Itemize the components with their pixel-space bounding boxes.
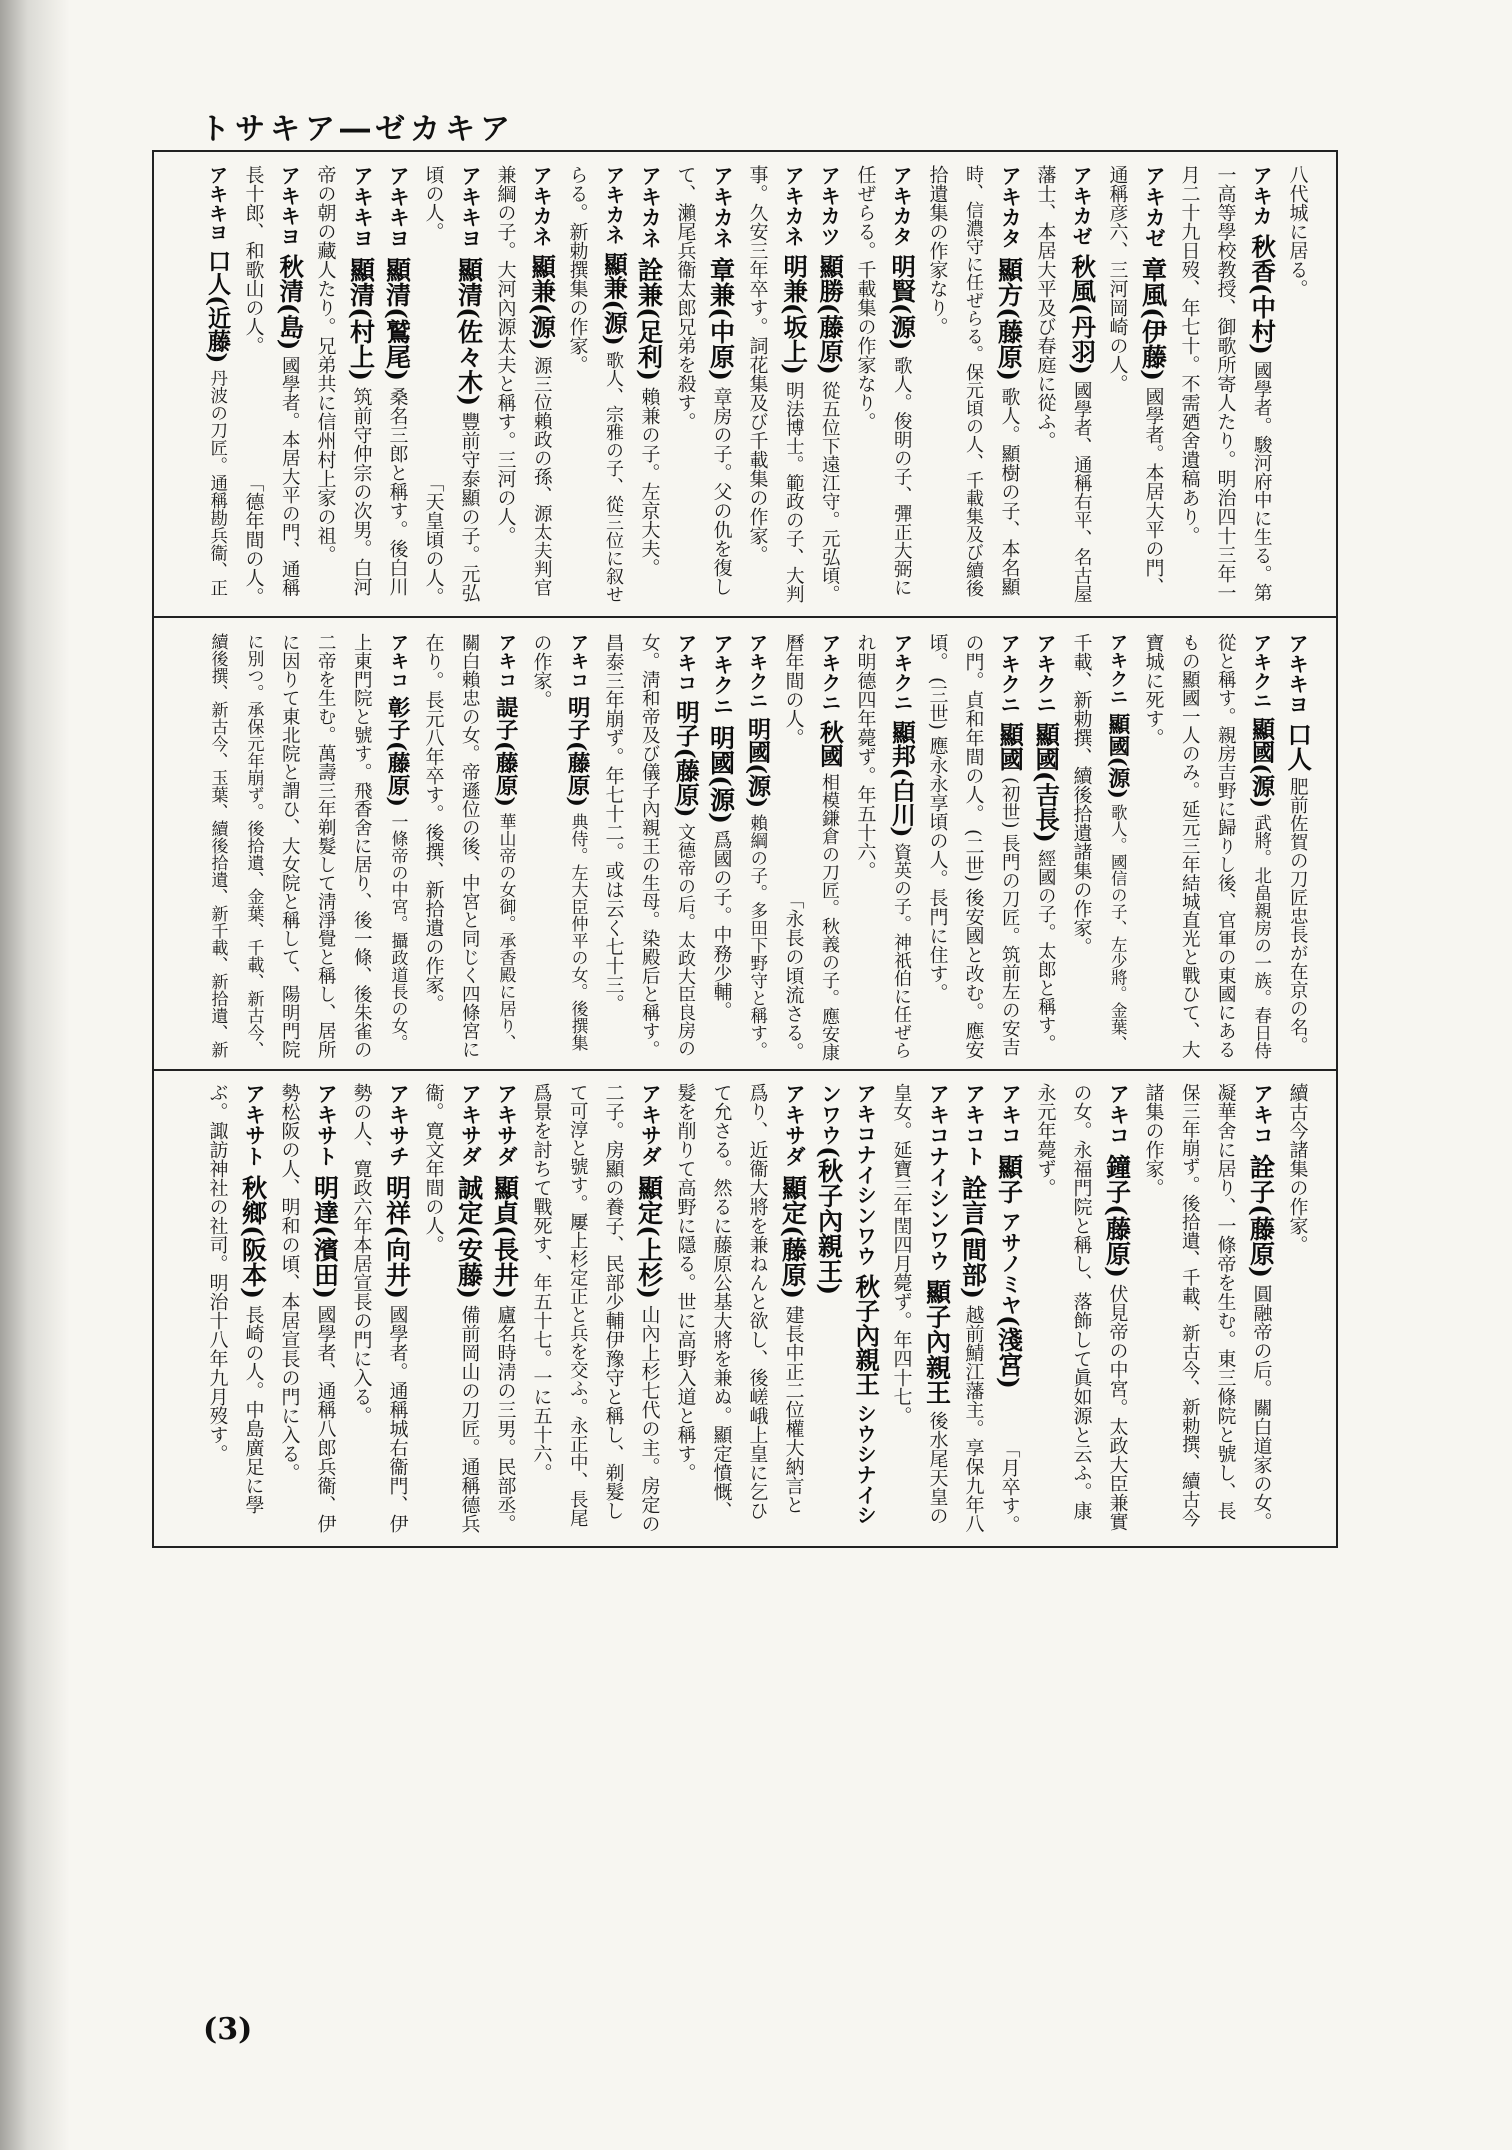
entry-reading: アキコナイシンワウ — [925, 1083, 950, 1272]
entry-text: 典侍。左大臣仲平の女。後撰集 — [567, 812, 588, 1051]
entry-text: の門。貞和年間の人。 (二世) 後安國と改む。應安 — [962, 633, 985, 1059]
entry-name: 口人 — [1283, 722, 1313, 772]
entry-text: て允さる。然るに藤原公基大將を兼ぬ。顯定憤慨、 — [710, 1083, 733, 1520]
entry-text: 藩士、本居大平及び春庭に從ふ。 — [1034, 165, 1057, 450]
entry-reading: アキカタ — [889, 165, 914, 247]
entry-text: 爲景を討ちて戰死す、年五十七。一に五十六。 — [530, 1083, 553, 1482]
text-column — [811, 633, 847, 1061]
entry-section-bottom — [154, 1069, 1336, 1546]
entry-text: 從と稱す。親房吉野に歸りし後、官軍の東國にある — [1215, 633, 1237, 1059]
entry-text: 凝華舍に居り、一條帝を生む。東三條院と號し、長 — [1214, 1083, 1237, 1520]
entry-text: 源三位賴政の孫、源太夫判官 — [531, 356, 553, 597]
text-column — [919, 165, 955, 606]
page-edge-shadow — [0, 0, 70, 2150]
entry-text: らる。新勅撰集の作家。 — [566, 165, 589, 374]
entry-name: 彰子(藤原) — [384, 696, 411, 808]
entry-text: 明法博士。範政の子、大判 — [783, 380, 805, 603]
entry-reading: アキカゼ — [1141, 165, 1166, 249]
entry-name: 明國(源) — [706, 724, 737, 824]
page-frame — [152, 150, 1338, 1548]
entry-text: 從五位下遠江守。元弘頃。 — [819, 380, 841, 603]
entry-text: 帝の朝の藏人たり。兄弟共に信州村上家の祖。 — [314, 165, 337, 564]
entry-text: の作家。 — [530, 633, 553, 709]
text-column — [271, 633, 307, 1061]
entry-reading: アキカゼ — [1069, 165, 1094, 247]
entry-text: 廬名時淸の三男。民部丞。 — [494, 1304, 517, 1533]
entry-text: 備前岡山の刀匠。通稱德兵 — [458, 1304, 481, 1533]
text-column — [307, 1083, 343, 1534]
entry-name: 顯清(佐々木) — [454, 256, 485, 406]
text-column — [775, 165, 811, 606]
entry-text: 一高等學校教授、御歌所寄人たり。明治四十三年一 — [1214, 165, 1237, 602]
entry-reading: アキコ — [495, 633, 517, 690]
entry-text: 國學者。通稱城右衞門、伊 — [386, 1304, 409, 1533]
text-column — [1279, 165, 1315, 606]
entry-reading: アキサト — [241, 1083, 266, 1167]
entry-text: 永元年薨ず。 — [1034, 1083, 1057, 1197]
text-column — [595, 1083, 631, 1534]
text-column — [703, 633, 739, 1061]
entry-name: 口人(近藤) — [203, 249, 231, 364]
entry-name: 顯兼(源) — [599, 251, 628, 346]
text-column — [1099, 1083, 1135, 1534]
text-column — [559, 1083, 595, 1534]
entry-text: 衞。寛文年間の人。 — [422, 1083, 445, 1254]
entry-reading: アキカネ — [601, 165, 625, 245]
entry-text: 武將。北畠親房の一族。春日侍 — [1251, 814, 1272, 1060]
continuation-text: 「天皇頃の人。 — [422, 473, 445, 606]
entry-text: 通稱彦六、三河岡崎の人。 — [1106, 165, 1129, 393]
text-column — [667, 633, 703, 1061]
entry-text: 資英の子。神祇伯に任ぜら — [891, 843, 912, 1060]
text-column — [1243, 165, 1279, 606]
entry-name: 顯清(鷲尾) — [382, 256, 413, 381]
entry-text: 賴兼の子。左京大夫。 — [638, 386, 661, 577]
entry-text: 皇女。延寶三年閏四月薨ず。年四十七。 — [890, 1083, 913, 1425]
entry-name: 明達(濱田) — [310, 1174, 341, 1299]
entry-reading: アキクニ — [709, 633, 734, 717]
text-column — [1279, 633, 1315, 1061]
entry-name: 顯國(吉長) — [1031, 722, 1061, 843]
entry-text: 二子。房顯の養子、民部少輔伊豫守と稱し、剃髮し — [602, 1083, 625, 1520]
entry-reading: アキコ — [1105, 1083, 1130, 1146]
entry-text: 女。淸和帝及び儀子內親王の生母。染殿后と稱す。 — [639, 633, 661, 1059]
text-column — [523, 1083, 559, 1534]
entry-name: 明賢(源) — [887, 254, 917, 351]
entry-name: 顯國(源) — [1104, 712, 1130, 799]
text-column — [1135, 165, 1171, 606]
text-column — [991, 1083, 1027, 1534]
entry-text: て可淳と號す。屢上杉定正と兵を交ふ。永正中、長尾 — [567, 1083, 589, 1527]
entry-name: 秋香(中村) — [1247, 233, 1277, 355]
text-column — [307, 165, 343, 606]
text-column — [847, 633, 883, 1061]
entry-text: 建長中正二位權大納言と — [782, 1304, 805, 1514]
text-column — [235, 165, 271, 606]
cross-ref-name: (淺宮) — [994, 1315, 1025, 1389]
page-number: (3) — [203, 2012, 253, 2047]
entry-reading: アキサダ — [637, 1083, 662, 1167]
text-column — [775, 633, 811, 1061]
text-column — [739, 633, 775, 1061]
entry-reading: アキクニ — [745, 633, 769, 710]
text-column — [235, 633, 271, 1061]
entry-reading: アキコト — [961, 1083, 986, 1167]
entry-name: 秋風(丹羽) — [1067, 254, 1097, 375]
entry-text: 拾遺集の作家なり。 — [926, 165, 949, 336]
entry-reading: アキサダ — [493, 1083, 518, 1167]
continuation-text: 「月卒す。 — [998, 1439, 1021, 1534]
entry-text: 任ぜらる。千載集の作家なり。 — [854, 165, 877, 431]
text-column — [235, 1083, 271, 1534]
text-column — [487, 633, 523, 1061]
entry-text: ぶ。諏訪神社の社司。明治十八年九月歿す。 — [206, 1083, 229, 1463]
text-column — [343, 165, 379, 606]
text-column — [199, 633, 235, 1061]
entry-text: 經國の子。太郎と稱す。 — [1035, 848, 1057, 1053]
entry-text: 國學者。本居大平の門、 — [1142, 386, 1165, 596]
entry-reading: アキキヨ — [1285, 633, 1310, 715]
entry-text: 越前鯖江藩主。享保九年八 — [962, 1304, 985, 1533]
cross-ref-name: (秋子內親王) — [814, 1145, 845, 1295]
entry-name: 顯子 — [994, 1153, 1025, 1204]
text-column — [703, 165, 739, 606]
text-column — [307, 633, 343, 1061]
text-column — [595, 165, 631, 606]
entry-reading: アキクニ — [1033, 633, 1058, 715]
text-column — [343, 1083, 379, 1534]
entry-text: て、瀨尾兵衞太郎兄弟を殺す。 — [674, 165, 697, 431]
text-column — [271, 165, 307, 606]
entry-name: 章兼(中原) — [706, 256, 737, 381]
text-column — [991, 165, 1027, 606]
entry-reading: アキコ — [567, 633, 589, 690]
entry-text: 章房の子。父の仇を復し — [710, 386, 733, 596]
entry-text: 文德帝の后。太政大臣良房の — [675, 823, 696, 1058]
entry-name: 秋鄉(阪本) — [238, 1174, 269, 1299]
entry-text: 伏見帝の中宮。太政大臣兼實 — [1106, 1283, 1129, 1531]
text-column — [1027, 1083, 1063, 1534]
text-column — [559, 165, 595, 606]
text-column — [775, 1083, 811, 1534]
entry-reading: アキクニ — [997, 633, 1022, 715]
entry-text: (初世) 長門の刀匠。筑前左の安吉 — [999, 776, 1021, 1057]
text-column — [451, 165, 487, 606]
text-column — [595, 633, 631, 1061]
entry-name: 顯國(源) — [1247, 717, 1275, 809]
entry-text: 爲り、近衞大將を兼ねんと欲し、後嵯峨上皇に乞ひ — [746, 1083, 769, 1520]
entry-text: 關白賴忠の女。帝遜位の後、中宮と同じく四條宮に — [459, 633, 481, 1059]
entry-reading: アキカ — [1249, 165, 1274, 227]
text-column — [1207, 1083, 1243, 1534]
text-column — [379, 165, 415, 606]
text-column — [667, 165, 703, 606]
text-column — [1135, 1083, 1171, 1534]
text-column — [631, 1083, 667, 1534]
text-column — [883, 633, 919, 1061]
text-column — [847, 165, 883, 606]
entry-reading: アキコ — [387, 633, 409, 690]
entry-reading: アキカツ — [817, 165, 842, 247]
text-column — [523, 633, 559, 1061]
entry-text: 寶城に死す。 — [1142, 633, 1165, 747]
entry-text: 諸集の作家。 — [1142, 1083, 1165, 1197]
entry-text: 頃の人。 — [422, 165, 445, 241]
text-column — [955, 1083, 991, 1534]
text-column — [883, 1083, 919, 1534]
entry-text: 髮を削りて高野に隱る。世に高野入道と稱す。 — [674, 1083, 697, 1482]
entry-name: 秋清(島) — [275, 254, 305, 351]
entry-text: 爲國の子。中務少輔。 — [710, 829, 733, 1020]
entry-text: 在り。長元八年卒す。後撰、新拾遺の作家。 — [422, 633, 445, 1013]
entry-reading: アキクニ — [889, 633, 913, 713]
entry-text: 賴綱の子。多田下野守と稱す。 — [747, 814, 768, 1060]
entry-reading: アキコ — [673, 633, 697, 693]
text-column — [631, 633, 667, 1061]
text-column — [1243, 1083, 1279, 1534]
entry-section-middle — [154, 616, 1336, 1069]
running-head: アキカゼ―アキサト — [200, 112, 515, 147]
entry-text: 肥前佐賀の刀匠忠長が在京の名。 — [1287, 776, 1309, 1055]
text-column — [1207, 633, 1243, 1061]
entry-name: 顯兼(源) — [527, 254, 557, 351]
entry-name: 秋子內親王 — [851, 1273, 881, 1397]
text-column — [379, 633, 415, 1061]
entry-text: 國學者、通稱八郎兵衞、伊 — [314, 1304, 337, 1533]
entry-text: 長十郎、和歌山の人。 — [242, 165, 265, 355]
entry-name: 詮言(間部) — [958, 1174, 989, 1299]
entry-reading: アキコ — [997, 1083, 1022, 1146]
text-column — [1207, 165, 1243, 606]
entry-text: 上東門院と號す。飛香舍に居り、後一條、後朱雀の — [351, 633, 373, 1059]
text-column — [487, 165, 523, 606]
entry-name: 顯邦(白川) — [887, 719, 916, 838]
entry-reading: アキカネ — [709, 165, 734, 249]
text-column — [1243, 633, 1279, 1061]
text-column — [199, 165, 235, 606]
entry-text: もの顯國一人のみ。延元三年結城直光と戰ひて、大 — [1179, 633, 1201, 1059]
entry-reading: アキサダ — [457, 1083, 482, 1167]
text-column — [1171, 633, 1207, 1061]
text-column — [451, 633, 487, 1061]
entry-name: 明國(源) — [743, 717, 771, 809]
text-column — [955, 633, 991, 1061]
text-column — [1027, 165, 1063, 606]
entry-reading: アキキヨ — [205, 165, 229, 242]
entry-text: 國學者。本居大平の門、通稱 — [279, 356, 301, 597]
text-column — [1171, 1083, 1207, 1534]
text-column — [343, 633, 379, 1061]
cross-ref-reading: ンワウ — [817, 1083, 842, 1146]
entry-name: 顯方(藤原) — [994, 256, 1025, 381]
entry-reading: アキサチ — [385, 1083, 410, 1167]
text-column — [739, 165, 775, 606]
entry-name: 詮兼(足利) — [634, 256, 665, 381]
entry-reading: アキカネ — [781, 165, 806, 247]
text-column — [703, 1083, 739, 1534]
entry-name: 秋國 — [815, 719, 844, 768]
text-column — [919, 633, 955, 1061]
entry-text: 後水尾天皇の — [926, 1410, 949, 1525]
entry-reading: アキクニ — [1249, 633, 1273, 710]
entry-text: 兼綱の子。大河內源太夫と稱す。三河の人。 — [494, 165, 517, 545]
entry-name: 顯清(村上) — [346, 256, 377, 381]
entry-text: 曆年間の人。 — [782, 633, 805, 747]
text-column — [811, 165, 847, 606]
entry-name: 顯子內親王 — [922, 1279, 953, 1405]
entry-text: に別つ。承保元年崩ず。後拾遺、金葉、千載、新古今、 — [243, 633, 264, 1058]
entry-reading: アキクニ — [1107, 633, 1129, 706]
entry-name: 顯貞(長井) — [490, 1174, 521, 1299]
cross-ref-reading: シウシナイシ — [853, 1402, 878, 1525]
entry-name: 明子(藤原) — [564, 696, 591, 808]
entry-text: 月二十九日歿、年七十。不需廼舍遺稿あり。 — [1178, 165, 1201, 545]
entry-text: の女。永福門院と稱し、落飾して眞如源と云ふ。康 — [1070, 1083, 1093, 1520]
entry-reading: アキサト — [313, 1083, 338, 1167]
entry-name: 諟子(藤原) — [492, 696, 519, 808]
text-column — [847, 1083, 883, 1534]
text-column — [487, 1083, 523, 1534]
entry-section-top — [154, 152, 1336, 616]
text-column — [1063, 1083, 1099, 1534]
text-column — [271, 1083, 307, 1534]
entry-reading: アキクニ — [817, 633, 841, 713]
entry-text: れ明德四年薨ず。年五十六。 — [854, 633, 877, 880]
entry-text: に因りて東北院と謂ひ、大女院と稱して、陽明門院 — [279, 633, 301, 1059]
entry-text: 保三年崩ず。後拾遺、千載、新古今、新勅撰、續古今 — [1179, 1083, 1201, 1527]
entry-text: 續古今諸集の作家。 — [1286, 1083, 1309, 1254]
text-column — [415, 1083, 451, 1534]
entry-text: 國學者、通稱右平、名古屋 — [1071, 380, 1093, 603]
entry-name: 誠定(安藤) — [454, 1174, 485, 1299]
text-column — [1063, 633, 1099, 1061]
text-column — [451, 1083, 487, 1534]
text-column — [739, 1083, 775, 1534]
cross-ref-reading: アサノミヤ — [997, 1210, 1022, 1316]
text-column — [199, 1083, 235, 1534]
entry-text: 千載、新勅撰、續後拾遺諸集の作家。 — [1070, 633, 1093, 956]
text-column — [415, 165, 451, 606]
entry-text: 二帝を生む。萬壽三年剃髮して淸淨覺と稱し、居所 — [315, 633, 337, 1059]
entry-text: 山內上杉七代の主。房定の — [638, 1304, 661, 1533]
entry-text: 長崎の人。中島廣足に學 — [242, 1304, 265, 1514]
text-column — [379, 1083, 415, 1534]
continuation-text: 「德年間の人。 — [242, 473, 265, 606]
entry-name: 詮子(藤原) — [1246, 1153, 1277, 1278]
entry-text: 相模鎌倉の刀匠。秋義の子。應安康 — [819, 773, 840, 1061]
entry-name: 章風(伊藤) — [1138, 256, 1169, 381]
entry-name: 鐘子(藤原) — [1102, 1153, 1133, 1278]
text-column — [1027, 633, 1063, 1061]
entry-text: 事。久安三年卒す。詞花集及び千載集の作家。 — [746, 165, 769, 564]
entry-text: 一條帝の中宮。攝政道長の女。 — [387, 812, 408, 1051]
text-column — [1099, 165, 1135, 606]
entry-reading: アキカネ — [637, 165, 662, 249]
entry-text: 歌人、宗雅の子、從三位に叙せ — [603, 351, 624, 604]
text-column — [1279, 1083, 1315, 1534]
entry-text: 桑名三郎と稱す。後白川 — [386, 386, 409, 596]
entry-name: 顯定(上杉) — [634, 1174, 665, 1299]
entry-text: 頃。 (三世) 應永永享頃の人。長門に住す。 — [926, 633, 949, 1002]
entry-name: 明兼(坂上) — [779, 254, 809, 375]
entry-text: 昌泰三年崩ず。年七十二。或は云く七十三。 — [602, 633, 625, 1013]
text-column — [919, 1083, 955, 1534]
entry-text: 豐前守泰顯の子。元弘 — [458, 411, 481, 602]
entry-name: 顯國 — [995, 722, 1025, 772]
entry-name: 明子(藤原) — [671, 699, 700, 818]
text-column — [1171, 165, 1207, 606]
entry-reading: アキサダ — [781, 1083, 806, 1167]
entry-text: 時、信濃守に任ぜらる。保元頃の人、千載集及び續後 — [963, 165, 984, 597]
text-column — [559, 633, 595, 1061]
entry-text: 丹波の刀匠。通稱勘兵衞、正 — [207, 369, 228, 597]
entry-text: 圓融帝の后。關白道家の女。 — [1250, 1283, 1273, 1531]
text-column — [883, 165, 919, 606]
entry-text: 歌人。國信の子、左少將。金葉、 — [1108, 803, 1128, 1052]
entry-text: 歌人。顯樹の子、本名顯 — [998, 386, 1021, 596]
entry-text: 華山帝の女御。承香殿に居り、 — [495, 812, 516, 1051]
entry-reading: アキカネ — [529, 165, 554, 247]
entry-reading: アキキヨ — [385, 165, 410, 249]
entry-reading: アキコ — [1249, 1083, 1274, 1146]
entry-text: 續後撰、新古今、玉葉、續後拾遺、新千載、新拾遺、新 — [207, 633, 228, 1058]
continuation-text: 「永長の頃流さる。 — [782, 890, 805, 1061]
entry-reading: アキカタ — [997, 165, 1022, 249]
entry-text: 勢松阪の人、明和の頃、本居宣長の門に入る。 — [278, 1083, 301, 1482]
entry-text: 筑前守仲宗の次男。白河 — [350, 386, 373, 596]
entry-name: 顯定(藤原) — [778, 1174, 809, 1299]
text-column — [523, 165, 559, 606]
entry-name: 明祥(向井) — [382, 1174, 413, 1299]
text-column — [1099, 633, 1135, 1061]
entry-text: 勢の人、寛政六年本居宣長の門に入る。 — [350, 1083, 373, 1425]
text-column — [1063, 165, 1099, 606]
entry-reading: アキコナイシンワウ — [853, 1083, 878, 1267]
entry-reading: アキキヨ — [457, 165, 482, 249]
entry-text: 歌人。俊明の子、彈正大弼に — [891, 356, 913, 597]
text-column — [991, 633, 1027, 1061]
entry-reading: アキキヨ — [349, 165, 374, 249]
text-column — [631, 165, 667, 606]
entry-reading: アキキヨ — [277, 165, 302, 247]
entry-text: 八代城に居る。 — [1286, 165, 1309, 298]
text-column — [811, 1083, 847, 1534]
entry-text: 國學者。駿河府中に生る。第 — [1251, 360, 1273, 602]
text-column — [1135, 633, 1171, 1061]
text-column — [955, 165, 991, 606]
text-column — [415, 633, 451, 1061]
entry-name: 顯勝(藤原) — [815, 254, 845, 375]
text-column — [667, 1083, 703, 1534]
